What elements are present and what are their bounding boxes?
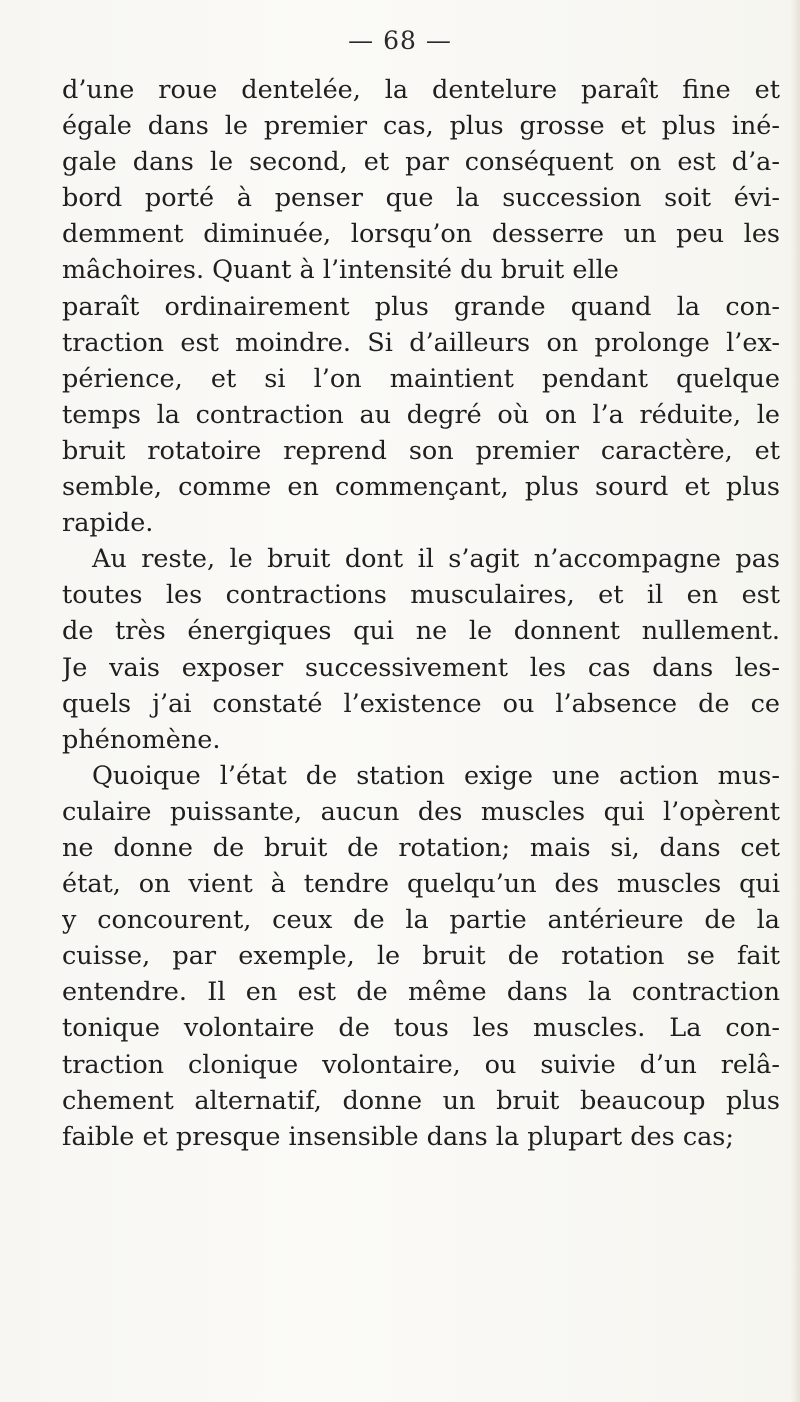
text-line: quels j’ai constaté l’existence ou l’absence de ce <box>62 688 780 719</box>
text-line: état, on vient à tendre quelqu’un des muscles qui <box>62 869 780 900</box>
text-line: mâchoires. Quant à l’intensité du bruit elle <box>62 255 619 286</box>
text-line: semble, comme en commençant, plus sourd et plus <box>62 472 780 503</box>
text-line: toutes les contractions musculaires, et il en est <box>62 580 780 611</box>
text-line: paraît ordinairement plus grande quand la con- <box>62 291 780 322</box>
text-line: ne donne de bruit de rotation; mais si, dans cet <box>62 832 780 863</box>
text-line: traction clonique volontaire, ou suivie d’un relâ- <box>62 1049 780 1080</box>
text-line: demment diminuée, lorsqu’on desserre un peu les <box>62 219 780 250</box>
text-line: chement alternatif, donne un bruit beaucoup plus <box>62 1085 780 1116</box>
text-line: rapide. <box>62 508 154 539</box>
text-line: traction est moindre. Si d’ailleurs on prolonge l’ex- <box>62 327 780 358</box>
text-line: gale dans le second, et par conséquent on est d’a- <box>62 147 780 178</box>
text-line: phénomène. <box>62 724 221 755</box>
text-line: y concourent, ceux de la partie antérieure de la <box>62 905 780 936</box>
text-line: entendre. Il en est de même dans la contraction <box>62 977 780 1008</box>
text-line: cuisse, par exemple, le bruit de rotation se fait <box>62 941 780 972</box>
text-line: d’une roue dentelée, la dentelure paraît fine et <box>62 75 780 105</box>
text-line: Au reste, le bruit dont il s’agit n’accompagne pas <box>92 544 780 575</box>
text-line: périence, et si l’on maintient pendant quelque <box>62 363 780 394</box>
text-line: de très énergiques qui ne le donnent nullement. <box>62 616 780 647</box>
text-line: bruit rotatoire reprend son premier caractère, et <box>62 435 780 466</box>
text-line: bord porté à penser que la succession soit évi- <box>62 183 780 214</box>
text-line: culaire puissante, aucun des muscles qui l’opèrent <box>62 796 780 827</box>
text-line: faible et presque insensible dans la plupart des cas; <box>62 1121 734 1152</box>
text-line: Je vais exposer successivement les cas dans les- <box>62 652 780 683</box>
page-number: — 68 — <box>348 26 452 55</box>
text-line: égale dans le premier cas, plus grosse et plus iné- <box>62 111 780 142</box>
text-line: Quoique l’état de station exige une action mus- <box>92 760 780 791</box>
text-line: temps la contraction au degré où on l’a réduite, le <box>62 399 780 430</box>
body-text <box>62 72 792 1155</box>
text-line: tonique volontaire de tous les muscles. La con- <box>62 1013 780 1044</box>
